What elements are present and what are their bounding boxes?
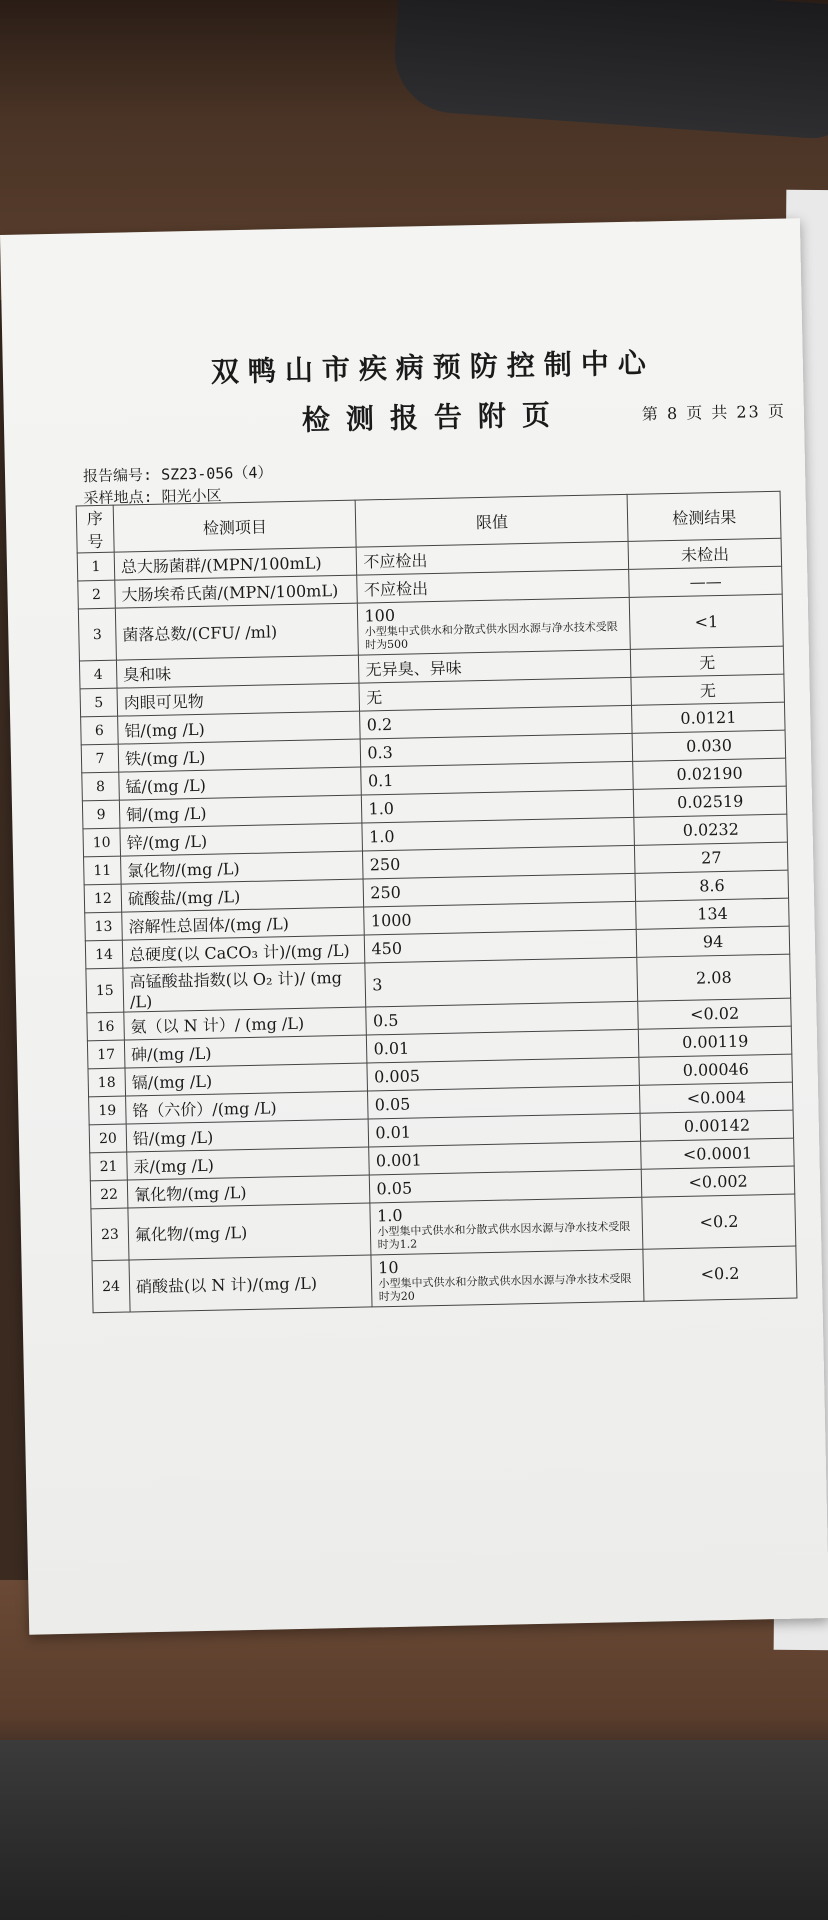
- row-item-text: 铁/(mg /L): [124, 747, 206, 769]
- row-seq-text: 5: [94, 694, 104, 711]
- row-seq: [87, 1012, 125, 1041]
- row-seq: [90, 1180, 128, 1209]
- row-item-text: 汞/(mg /L): [133, 1155, 215, 1177]
- row-limit-text: 1.0: [368, 798, 395, 819]
- row-result-text: 134: [697, 903, 729, 924]
- row-item-text: 铬（六价）/(mg /L): [132, 1098, 277, 1121]
- row-seq-text: 11: [93, 862, 112, 879]
- report-title: 检测报告附页: [301, 398, 567, 437]
- floor-background: [0, 1740, 828, 1920]
- row-result: [639, 1026, 792, 1057]
- row-result: [633, 758, 786, 789]
- row-item-text: 溶解性总固体/(mg /L): [128, 914, 290, 937]
- row-seq: [92, 1260, 130, 1313]
- organization-title: 双鸭山市疾病预防控制中心: [210, 346, 656, 389]
- row-result-text: <0.02: [689, 1003, 740, 1024]
- row-seq: [81, 744, 119, 773]
- row-item-text: 镉/(mg /L): [131, 1071, 213, 1093]
- row-limit-text: 0.5: [372, 1010, 399, 1031]
- row-result-text: 0.0232: [682, 819, 739, 840]
- row-seq: [88, 1068, 126, 1097]
- row-seq-text: 12: [93, 890, 112, 907]
- row-item-text: 臭和味: [122, 664, 172, 685]
- row-item-text: 高锰酸盐指数(以 O₂ 计)/ (mg /L): [129, 967, 343, 1011]
- row-result-text: 无: [699, 681, 717, 701]
- row-result-text: <0.0001: [682, 1143, 753, 1164]
- row-limit-text: 250: [370, 882, 402, 903]
- row-seq: [79, 660, 117, 689]
- row-seq: [85, 940, 123, 969]
- row-limit-text: 10: [377, 1257, 399, 1278]
- row-seq: [84, 884, 122, 913]
- row-result-text: 0.030: [685, 735, 733, 756]
- row-limit-text: 无: [366, 688, 383, 708]
- row-limit-text: 1000: [370, 910, 412, 931]
- row-seq-text: 18: [97, 1074, 116, 1091]
- row-limit-text: 1.0: [376, 1205, 403, 1226]
- row-result-text: 0.00119: [681, 1031, 749, 1052]
- row-limit-text: 100: [364, 605, 396, 626]
- row-result-text: 27: [700, 848, 722, 868]
- row-result: [642, 1194, 796, 1249]
- row-limit-note: 小型集中式供水和分散式供水因水源与净水技术受限时为500: [364, 620, 618, 652]
- row-item: [129, 1255, 373, 1312]
- row-result-text: 0.0121: [680, 707, 737, 728]
- row-limit-text: 250: [369, 854, 401, 875]
- row-item-text: 铝/(mg /L): [124, 719, 205, 741]
- row-seq-text: 14: [94, 946, 114, 963]
- header-item: 检测项目: [113, 500, 356, 552]
- row-item-text: 铅/(mg /L): [132, 1127, 214, 1149]
- row-result: [642, 1166, 795, 1197]
- row-item: [115, 603, 359, 660]
- row-result: [632, 730, 785, 761]
- row-seq-text: 9: [96, 806, 106, 823]
- row-item-text: 锰/(mg /L): [125, 775, 207, 797]
- row-item-text: 锌/(mg /L): [126, 831, 208, 853]
- row-seq: [77, 552, 115, 581]
- row-item-text: 总硬度(以 CaCO₃ 计)/(mg /L): [128, 940, 350, 965]
- row-seq-text: 16: [96, 1018, 115, 1035]
- row-result-text: <0.2: [700, 1263, 740, 1284]
- row-result: [637, 926, 790, 957]
- row-seq-text: 17: [97, 1046, 116, 1063]
- row-result-text: ——: [689, 571, 722, 592]
- row-seq-text: 20: [98, 1130, 118, 1147]
- row-result-text: 无: [699, 653, 716, 673]
- row-item-text: 菌落总数/(CFU/ /ml): [122, 622, 278, 645]
- row-seq-text: 8: [95, 778, 106, 795]
- row-seq-text: 24: [101, 1278, 121, 1295]
- row-seq-text: 1: [91, 558, 101, 575]
- row-result-text: <0.002: [688, 1171, 748, 1192]
- row-item-text: 氰化物/(mg /L): [133, 1183, 247, 1205]
- row-item-text: 氟化物/(mg /L): [134, 1223, 248, 1245]
- row-seq-text: 22: [100, 1186, 119, 1203]
- row-limit-text: 不应检出: [363, 579, 429, 600]
- row-limit: [365, 957, 638, 1007]
- page-number: 第 8 页 共 23 页: [641, 401, 787, 424]
- row-result-text: 8.6: [699, 875, 725, 896]
- row-result: [635, 870, 788, 901]
- row-seq: [90, 1152, 128, 1181]
- row-result-text: 94: [702, 932, 724, 952]
- row-result: [637, 954, 791, 1001]
- row-result: [629, 566, 782, 597]
- row-item: [128, 1203, 372, 1260]
- row-seq: [83, 828, 121, 857]
- row-seq: [89, 1096, 127, 1125]
- row-seq-text: 23: [100, 1226, 120, 1243]
- row-limit-text: 3: [372, 975, 383, 995]
- row-seq-text: 19: [98, 1102, 117, 1119]
- row-limit-text: 0.05: [374, 1094, 411, 1115]
- row-seq: [82, 772, 120, 801]
- header-result: 检测结果: [627, 491, 781, 541]
- row-result-text: <0.2: [699, 1211, 739, 1232]
- row-item-text: 总大肠菌群/(MPN/100mL): [120, 553, 322, 577]
- row-limit: [370, 1197, 643, 1255]
- row-result-text: <1: [694, 612, 719, 632]
- row-seq-text: 10: [92, 834, 111, 851]
- row-limit-note: 小型集中式供水和分散式供水因水源与净水技术受限时为20: [378, 1272, 632, 1304]
- row-result-text: 0.00142: [683, 1115, 751, 1136]
- row-seq-text: 4: [93, 666, 103, 683]
- header-limit: 限值: [356, 494, 629, 547]
- row-limit: [358, 597, 631, 655]
- row-result: [640, 1082, 793, 1113]
- report-page: [0, 218, 828, 1634]
- row-item-text: 硫酸盐/(mg /L): [127, 887, 241, 909]
- row-result: [628, 538, 781, 569]
- row-seq: [89, 1124, 127, 1153]
- row-result: [634, 786, 787, 817]
- row-limit-text: 0.001: [375, 1150, 422, 1171]
- row-limit-text: 0.2: [366, 714, 393, 735]
- row-seq: [82, 800, 120, 829]
- row-limit-text: 0.01: [373, 1038, 410, 1059]
- row-result-text: <0.004: [686, 1087, 747, 1108]
- row-result: [639, 1054, 792, 1085]
- row-item-text: 硝酸盐(以 N 计)/(mg /L): [135, 1273, 318, 1297]
- test-results-table: [76, 491, 798, 1314]
- row-result: [635, 842, 788, 873]
- row-seq-text: 3: [92, 626, 102, 643]
- row-seq: [91, 1208, 129, 1261]
- row-result: [638, 998, 791, 1029]
- sampling-location: 采样地点: 阳光小区: [83, 486, 222, 508]
- row-result: [634, 814, 787, 845]
- row-item-text: 大肠埃希氏菌/(MPN/100mL): [121, 580, 339, 605]
- header-seq: 序号: [76, 505, 114, 553]
- row-limit-text: 1.0: [368, 826, 395, 847]
- row-seq-text: 13: [94, 918, 113, 935]
- row-limit: [371, 1249, 644, 1307]
- row-seq: [86, 968, 124, 1013]
- row-limit-text: 无异臭、异味: [365, 658, 462, 680]
- row-seq-text: 2: [91, 586, 102, 603]
- row-seq: [84, 856, 122, 885]
- row-limit-text: 0.01: [375, 1122, 412, 1143]
- row-limit-note: 小型集中式供水和分散式供水因水源与净水技术受限时为1.2: [377, 1220, 631, 1252]
- row-seq-text: 7: [95, 750, 105, 767]
- row-limit-text: 450: [371, 938, 403, 959]
- row-result-text: 未检出: [680, 544, 730, 565]
- row-item-text: 铜/(mg /L): [125, 803, 207, 825]
- row-seq: [81, 716, 119, 745]
- row-seq: [78, 608, 116, 661]
- row-item: [123, 963, 366, 1012]
- row-limit-text: 0.005: [373, 1066, 421, 1087]
- row-result: [641, 1138, 794, 1169]
- row-result: [631, 674, 784, 705]
- row-item-text: 氨（以 N 计）/ (mg /L): [130, 1013, 305, 1037]
- row-seq: [78, 580, 116, 609]
- row-limit-text: 不应检出: [363, 551, 428, 572]
- row-item-text: 肉眼可见物: [123, 691, 204, 713]
- row-seq-text: 15: [95, 982, 114, 999]
- row-item-text: 氯化物/(mg /L): [127, 859, 240, 881]
- row-seq-text: 6: [94, 722, 105, 739]
- row-limit-text: 0.1: [367, 770, 394, 791]
- row-result-text: 2.08: [695, 967, 732, 988]
- row-item-text: 砷/(mg /L): [130, 1043, 212, 1065]
- report-number: 报告编号: SZ23-056（4）: [82, 463, 273, 486]
- row-result-text: 0.02190: [676, 763, 743, 784]
- row-result: [632, 702, 785, 733]
- row-limit-text: 0.05: [376, 1178, 413, 1199]
- row-seq: [80, 688, 118, 717]
- row-limit-text: 0.3: [367, 742, 394, 763]
- row-seq-text: 21: [99, 1158, 118, 1175]
- row-result: [636, 898, 789, 929]
- row-result: [640, 1110, 793, 1141]
- row-result-text: 0.00046: [682, 1059, 750, 1080]
- row-seq: [85, 912, 123, 941]
- row-seq: [87, 1040, 125, 1069]
- row-result: [631, 646, 784, 677]
- row-result: [630, 594, 784, 649]
- row-result: [643, 1246, 797, 1301]
- row-result-text: 0.02519: [676, 791, 744, 812]
